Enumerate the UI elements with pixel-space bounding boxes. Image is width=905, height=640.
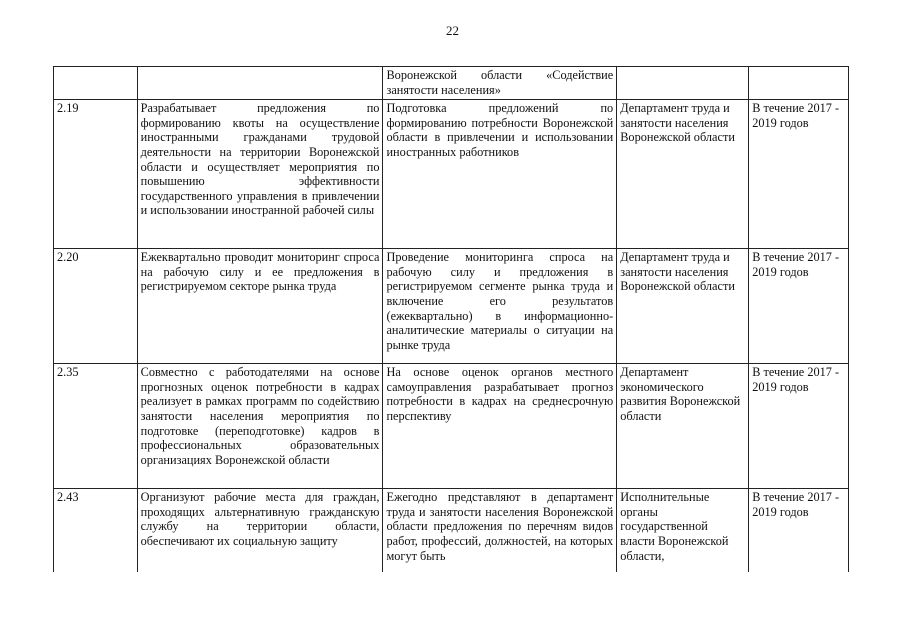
item-number-cell: 2.20	[54, 249, 138, 364]
result-text: Воронежской области «Содействие занятости населения»	[386, 68, 614, 97]
term-cell	[749, 67, 849, 100]
table-row	[54, 364, 849, 489]
measure-text: Организуют рабочие места для граждан, проходящих альтернативную гражданскую службу на территории области, обеспечивают их социальную защиту	[140, 490, 380, 548]
executor-cell: Департамент труда и занятости населения Воронежской области	[617, 249, 749, 364]
executor-cell: Департамент труда и занятости населения Воронежской области	[617, 100, 749, 249]
executor-cell: Департамент экономического развития Воронежской области	[617, 364, 749, 489]
term-cell: В течение 2017 - 2019 годов	[749, 489, 849, 573]
table-row	[54, 489, 849, 573]
table-row	[54, 249, 849, 364]
result-cell	[383, 67, 617, 100]
table-row	[54, 100, 849, 249]
table-row	[54, 67, 849, 100]
result-text: Ежегодно представляют в департамент труда и занятости населения Воронежской области предложения по перечням видов работ, профессий, должностей, на которых могут быть	[386, 490, 614, 563]
result-text: На основе оценок органов местного самоуправления разрабатывает прогноз потребности в кадрах на среднесрочную перспективу	[386, 365, 614, 423]
item-number-cell: 2.35	[54, 364, 138, 489]
result-text: Подготовка предложений по формированию потребности Воронежской области в привлечении и использовании иностранных работников	[386, 101, 614, 159]
measure-text: Ежеквартально проводит мониторинг спроса на рабочую силу и ее предложения в регистрируемом секторе рынка труда	[140, 250, 380, 294]
item-number-cell: 2.43	[54, 489, 138, 573]
item-number-cell	[54, 67, 138, 100]
result-text: Проведение мониторинга спроса на рабочую силу и предложения в регистрируемом сегменте рынка труда и включение его результатов (ежеквартально) в информационно-аналитические материалы о ситуации на рынке труда	[386, 250, 614, 352]
measure-cell	[137, 67, 383, 100]
term-cell: В течение 2017 - 2019 годов	[749, 364, 849, 489]
term-cell: В течение 2017 - 2019 годов	[749, 100, 849, 249]
measure-cell	[137, 249, 383, 364]
measure-cell	[137, 364, 383, 489]
page-number: 22	[446, 23, 459, 38]
measure-cell	[137, 100, 383, 249]
executor-cell: Исполнительные органы государственной власти Воронежской области,	[617, 489, 749, 573]
measure-cell	[137, 489, 383, 573]
result-cell	[383, 364, 617, 489]
executor-cell	[617, 67, 749, 100]
result-cell	[383, 249, 617, 364]
measure-text: Разрабатывает предложения по формированию квоты на осуществление иностранными гражданами трудовой деятельности на территории Воронежской области и осуществляет мероприятия по повышению эффективности государственного управления в привлечении и использовании иностранной рабочей силы	[140, 101, 380, 218]
result-cell	[383, 100, 617, 249]
result-cell	[383, 489, 617, 573]
measures-table	[53, 66, 849, 572]
term-cell: В течение 2017 - 2019 годов	[749, 249, 849, 364]
item-number-cell: 2.19	[54, 100, 138, 249]
measure-text: Совместно с работодателями на основе прогнозных оценок потребности в кадрах реализует в рамках программ по содействию занятости населения мероприятия по подготовке (переподготовке) кадров в профессиональных образовательных организациях Воронежской области	[140, 365, 380, 467]
